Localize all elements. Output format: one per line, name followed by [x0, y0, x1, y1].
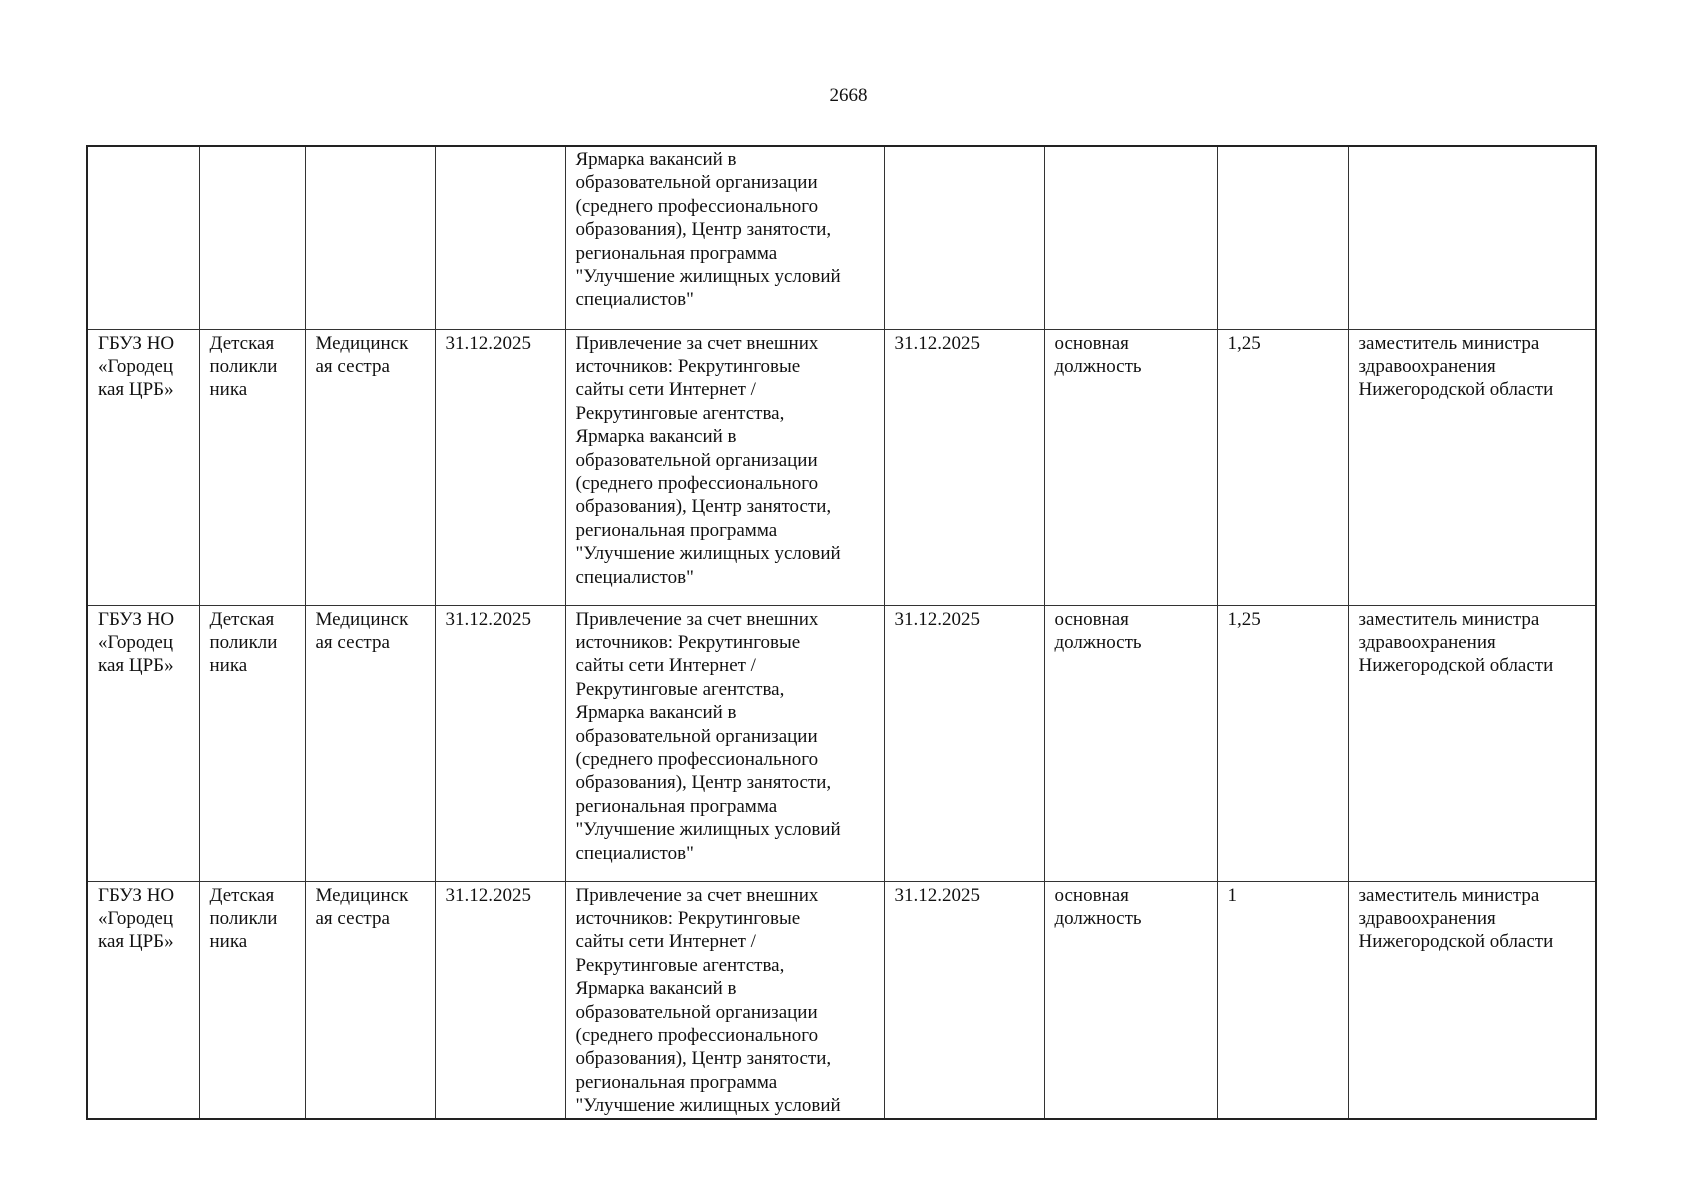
position-cell: Медицинск ая сестра [305, 881, 435, 1119]
rate-cell: 1,25 [1217, 605, 1348, 881]
date-cell: 31.12.2025 [435, 329, 565, 605]
responsible-cell: заместитель министра здравоохранения Нижегородской области [1348, 881, 1596, 1119]
date-cell [435, 146, 565, 329]
deadline-cell: 31.12.2025 [884, 329, 1044, 605]
unit-cell [199, 146, 305, 329]
unit-cell: Детская поликли ника [199, 329, 305, 605]
deadline-cell [884, 146, 1044, 329]
deadline-cell: 31.12.2025 [884, 605, 1044, 881]
rate-cell [1217, 146, 1348, 329]
unit-cell: Детская поликли ника [199, 605, 305, 881]
position-cell [305, 146, 435, 329]
measures-cell: Ярмарка вакансий в образовательной организации (среднего профессионального образования), Центр занятости, региональная программа "Улучшение жилищных условий специалистов" [565, 146, 884, 329]
rate-cell: 1 [1217, 881, 1348, 1119]
vacancy-table [86, 145, 1597, 1120]
org-cell: ГБУЗ НО «Городец кая ЦРБ» [87, 329, 199, 605]
measures-cell: Привлечение за счет внешних источников: Рекрутинговые сайты сети Интернет / Рекрутинговые агентства, Ярмарка вакансий в образовательной организации (среднего профессионального образования), Центр занятости, региональная программа "Улучшение жилищных условий специалистов" [565, 605, 884, 881]
date-cell: 31.12.2025 [435, 881, 565, 1119]
responsible-cell [1348, 146, 1596, 329]
position-type-cell [1044, 146, 1217, 329]
responsible-cell: заместитель министра здравоохранения Нижегородской области [1348, 329, 1596, 605]
position-type-cell: основная должность [1044, 881, 1217, 1119]
table-row [87, 329, 1596, 605]
position-cell: Медицинск ая сестра [305, 605, 435, 881]
page-number: 2668 [829, 85, 868, 106]
measures-cell: Привлечение за счет внешних источников: Рекрутинговые сайты сети Интернет / Рекрутинговые агентства, Ярмарка вакансий в образовательной организации (среднего профессионального образования), Центр занятости, региональная программа "Улучшение жилищных условий специалистов" [565, 329, 884, 605]
deadline-cell: 31.12.2025 [884, 881, 1044, 1119]
table-row [87, 881, 1596, 1119]
rate-cell: 1,25 [1217, 329, 1348, 605]
position-type-cell: основная должность [1044, 605, 1217, 881]
org-cell: ГБУЗ НО «Городец кая ЦРБ» [87, 605, 199, 881]
unit-cell: Детская поликли ника [199, 881, 305, 1119]
position-cell: Медицинск ая сестра [305, 329, 435, 605]
table-row [87, 146, 1596, 329]
table-row [87, 605, 1596, 881]
measures-cell: Привлечение за счет внешних источников: Рекрутинговые сайты сети Интернет / Рекрутинговые агентства, Ярмарка вакансий в образовательной организации (среднего профессионального образования), Центр занятости, региональная программа "Улучшение жилищных условий [565, 881, 884, 1119]
date-cell: 31.12.2025 [435, 605, 565, 881]
org-cell [87, 146, 199, 329]
position-type-cell: основная должность [1044, 329, 1217, 605]
org-cell: ГБУЗ НО «Городец кая ЦРБ» [87, 881, 199, 1119]
responsible-cell: заместитель министра здравоохранения Нижегородской области [1348, 605, 1596, 881]
